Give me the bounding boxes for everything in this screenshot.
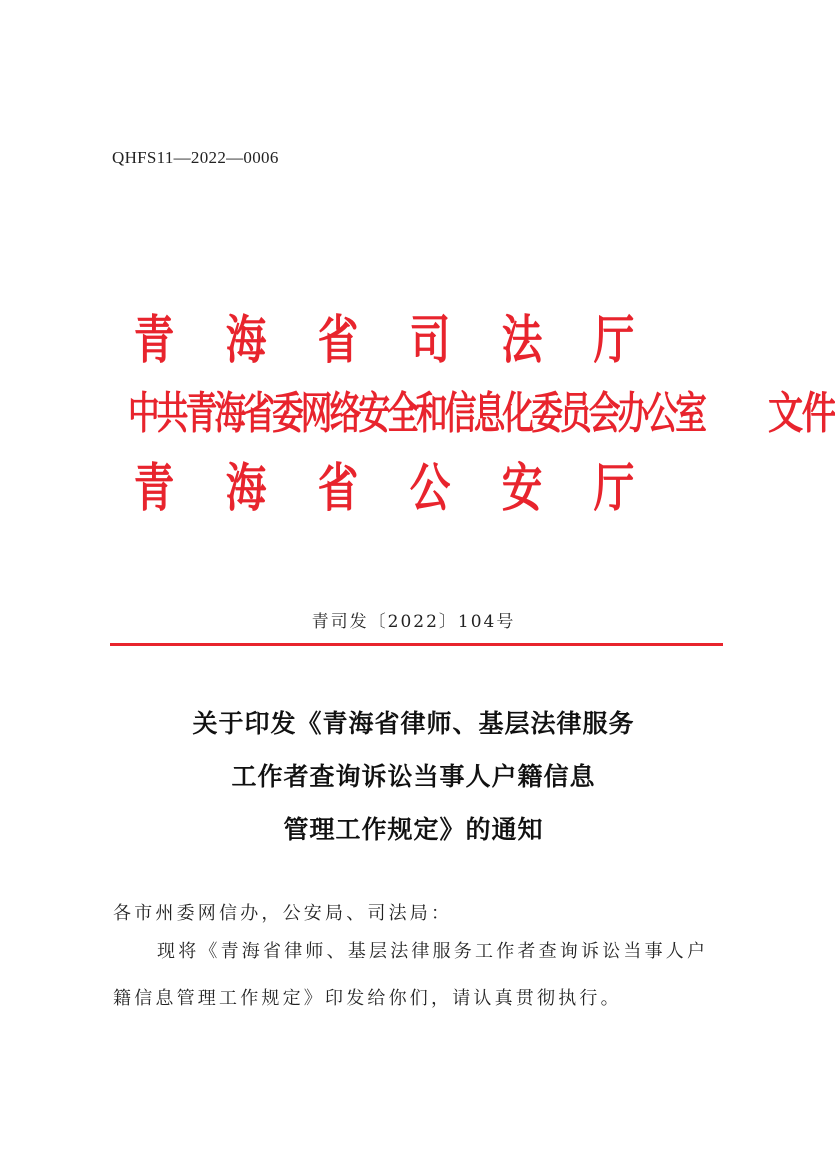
issuer-name: 中共青海省委网络安全和信息化委员会办公室 xyxy=(128,388,704,439)
body-paragraph-line: 现将《青海省律师、基层法律服务工作者查询诉讼当事人户 xyxy=(157,941,709,962)
issuer-char: 厅 xyxy=(593,310,635,371)
document-number: 青司发〔2022〕104号 xyxy=(311,612,516,632)
issuer-char: 司 xyxy=(409,310,451,371)
document-label: 文件 xyxy=(768,388,835,439)
issuer-justice-department xyxy=(128,298,640,372)
title-line: 工作者查询诉讼当事人户籍信息 xyxy=(231,762,596,791)
issuer-header xyxy=(128,298,835,520)
salutation: 各市州委网信办，公安局、司法局： xyxy=(113,903,453,924)
title-line: 管理工作规定》的通知 xyxy=(283,815,544,844)
issuer-char: 安 xyxy=(501,458,543,519)
issuer-char: 法 xyxy=(501,310,543,371)
document-code: QHFS11—2022—0006 xyxy=(112,148,279,167)
issuer-char: 青 xyxy=(133,458,175,519)
issuer-char: 海 xyxy=(225,458,267,519)
issuer-char: 海 xyxy=(225,310,267,371)
document-title xyxy=(0,697,827,856)
issuer-public-security-department xyxy=(128,446,640,520)
issuer-char: 公 xyxy=(409,458,451,519)
body-paragraph-line: 籍信息管理工作规定》印发给你们，请认真贯彻执行。 xyxy=(113,988,622,1009)
issuer-char: 厅 xyxy=(593,458,635,519)
red-divider xyxy=(110,643,723,646)
issuer-cyberspace-office xyxy=(128,372,835,446)
issuer-char: 省 xyxy=(317,458,359,519)
issuer-char: 青 xyxy=(133,310,175,371)
title-line: 关于印发《青海省律师、基层法律服务 xyxy=(192,709,635,738)
issuer-char: 省 xyxy=(317,310,359,371)
